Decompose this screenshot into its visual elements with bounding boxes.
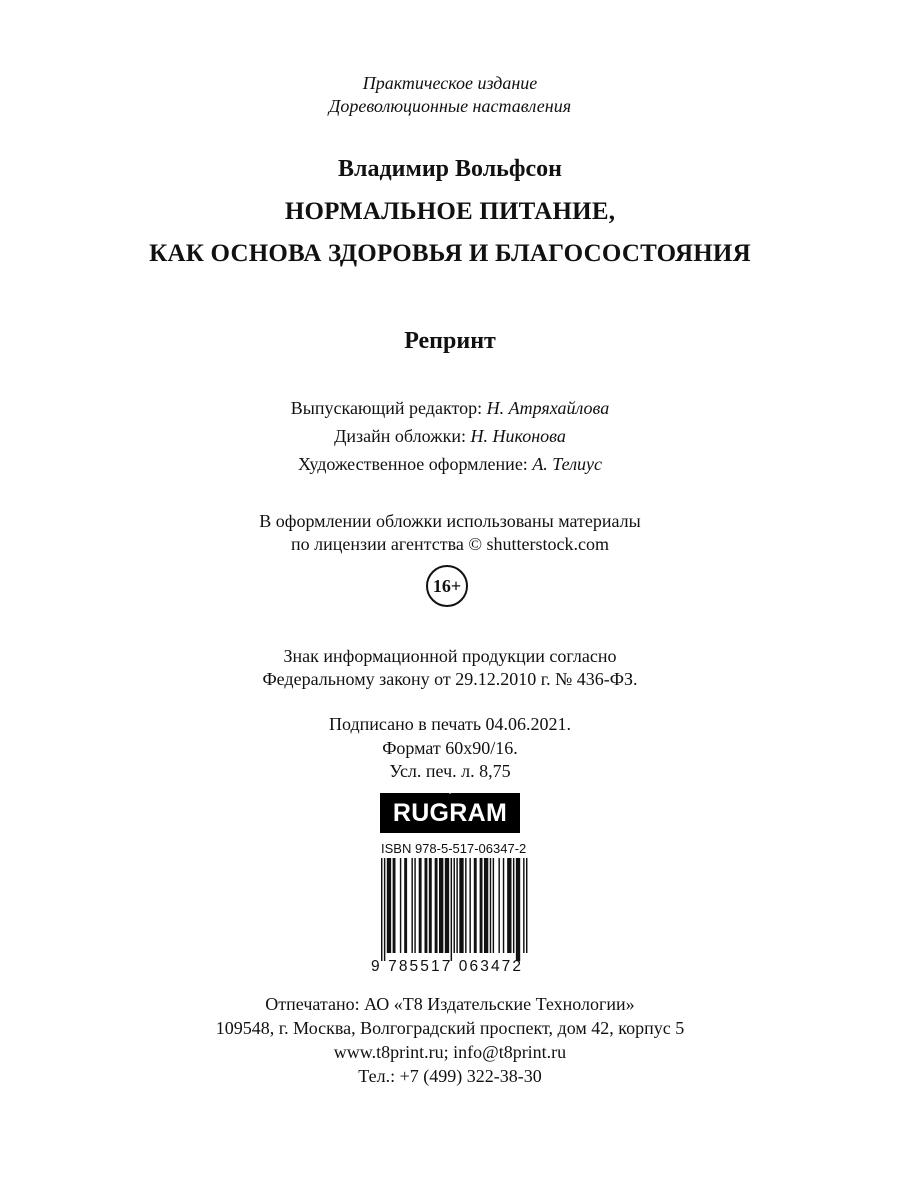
barcode-bar — [435, 858, 438, 953]
barcode-bar — [513, 858, 514, 953]
age-rating-label: 16+ — [432, 575, 462, 596]
barcode-bar — [480, 858, 483, 953]
barcode-bar — [490, 858, 491, 953]
isbn-barcode — [371, 858, 529, 973]
barcode-bars — [381, 858, 527, 961]
law-notice-line-2: Федеральному закону от 29.12.2010 г. № 436-ФЗ. — [262, 669, 638, 689]
barcode-bar — [454, 858, 455, 953]
barcode-bar — [425, 858, 428, 953]
credit-editor — [0, 394, 900, 422]
print-sheets: Усл. печ. л. 8,75 — [389, 761, 511, 781]
barcode-bar — [411, 858, 412, 953]
credit-person: Н. Никонова — [470, 426, 566, 446]
barcode-bar — [523, 858, 524, 953]
barcode-bar — [400, 858, 401, 953]
cover-license-line-2: по лицензии агентства © shutterstock.com — [291, 534, 609, 554]
publisher-logo — [380, 793, 520, 833]
age-rating-badge — [426, 565, 468, 607]
printer-web-email: www.t8print.ru; info@t8print.ru — [333, 1042, 567, 1062]
credit-art-design — [0, 450, 900, 478]
barcode-bar — [384, 858, 385, 961]
series-line-2: Дореволюционные наставления — [328, 96, 572, 116]
barcode-bar — [387, 858, 391, 953]
barcode-bar — [498, 858, 499, 953]
barcode-bar — [456, 858, 457, 953]
credit-role: Художественное оформление: — [297, 454, 533, 474]
barcode-bar — [404, 858, 407, 953]
credit-person: А. Телиус — [532, 454, 603, 474]
edition-note: Репринт — [404, 328, 496, 354]
series-line-1: Практическое издание — [362, 73, 538, 93]
law-notice-line-1: Знак информационной продукции согласно — [283, 646, 617, 666]
barcode-bar — [393, 858, 396, 953]
printer-line-1: Отпечатано: АО «Т8 Издательские Технологии» — [265, 994, 635, 1014]
barcode-bar — [465, 858, 466, 953]
barcode-bar — [445, 858, 449, 953]
credit-person: Н. Атряхайлова — [486, 398, 610, 418]
barcode-bar — [507, 858, 511, 953]
barcode-bar — [516, 858, 520, 961]
barcode-bar — [439, 858, 443, 953]
barcode-bar — [459, 858, 463, 953]
author-name: Владимир Вольфсон — [338, 156, 562, 182]
barcode-bar — [451, 858, 452, 961]
barcode-bar — [503, 858, 504, 953]
barcode-bar — [526, 858, 527, 953]
barcode-bar — [493, 858, 494, 953]
print-signed-date: Подписано в печать 04.06.2021. — [328, 714, 572, 734]
barcode-bar — [469, 858, 470, 953]
credit-role: Выпускающий редактор: — [290, 398, 487, 418]
barcode-digits: 9 785517 063472 — [371, 958, 521, 973]
credit-role: Дизайн обложки: — [334, 426, 471, 446]
isbn-label: ISBN 978-5-517-06347-2 — [381, 841, 527, 856]
barcode-bar — [429, 858, 432, 953]
logo-notch-decoration — [441, 785, 459, 794]
printer-address: 109548, г. Москва, Волгоградский проспект, дом 42, корпус 5 — [215, 1018, 685, 1038]
cover-license-line-1: В оформлении обложки использованы материалы — [259, 511, 641, 531]
barcode-bar — [419, 858, 422, 953]
barcode-bar — [381, 858, 382, 961]
barcode-bar — [414, 858, 415, 953]
book-title-line-1: НОРМАЛЬНОЕ ПИТАНИЕ, — [284, 198, 616, 225]
printer-phone: Тел.: +7 (499) 322-38-30 — [358, 1066, 542, 1086]
credit-cover-design — [0, 422, 900, 450]
barcode-bar — [484, 858, 488, 953]
publisher-logo-text: RUGRAM — [392, 798, 508, 827]
barcode-bar — [474, 858, 477, 953]
book-title-line-2: КАК ОСНОВА ЗДОРОВЬЯ И БЛАГОСОСТОЯНИЯ — [149, 240, 751, 267]
print-format: Формат 60х90/16. — [382, 738, 518, 758]
